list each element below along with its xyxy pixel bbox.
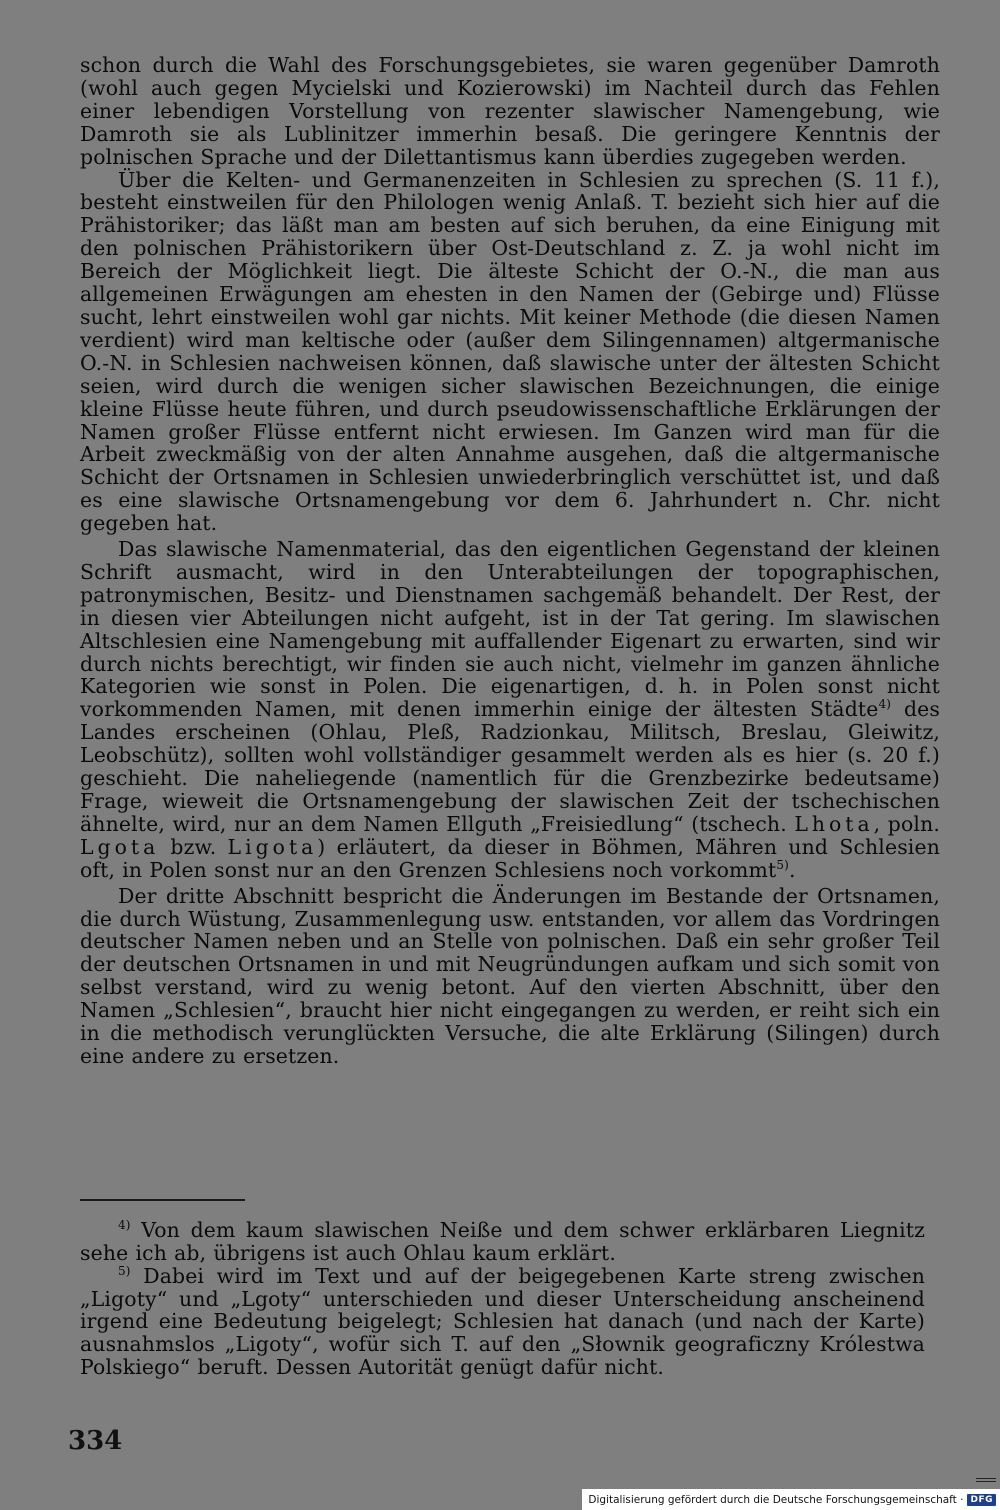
term-lgota: Lgota [80, 834, 160, 859]
dfg-logo-icon: DFG [967, 1494, 996, 1506]
paragraph-3-part-c: , poln. [873, 811, 940, 836]
digitization-footer [582, 1489, 1000, 1510]
paragraph-1: schon durch die Wahl des Forschungsgebietes, sie waren gegenüber Damroth (wohl auch gegen Mycielski und Kozierowski) im Nachteil durch das Fehlen einer lebendigen Vorstellung von rezenter slawischer Namengebung, wie Damroth sie als Lublinitzer immerhin besaß. Die geringere Kenntnis der polnischen Sprache und der Dilettantismus kann überdies zugegeben werden. [80, 53, 940, 169]
paragraph-3-part-e: ) erläutert, da dieser in Böhmen, Mähren und Schlesien oft, in Polen sonst nur an den Grenzen Schlesiens noch vorkommt [80, 834, 940, 882]
footnote-ref-5: 5) [776, 857, 789, 872]
footnote-ref-4: 4) [878, 697, 892, 712]
term-lhota: Lhota [794, 811, 874, 836]
paragraph-3-part-f: . [788, 857, 796, 882]
paragraph-4: Der dritte Abschnitt bespricht die Änderungen im Bestande der Ortsnamen, die durch Wüstung, Zusammenlegung usw. entstanden, vor allem das Vordringen deutscher Namen neben und an Stelle von polnischen. Daß ein sehr großer Teil der deutschen Ortsnamen in und mit Neugründungen aufkam und sich somit von selbst verstand, wird zu wenig betont. Auf den vierten Abschnitt, über den Namen „Schlesien“, braucht hier nicht eingegangen zu werden, er reiht sich ein in die methodisch verunglückten Versuche, die alte Erklärung (Silingen) durch eine andere zu ersetzen. [80, 883, 940, 1068]
footer-credit: Digitalisierung gefördert durch die Deutsche Forschungsgemeinschaft · [588, 1493, 964, 1506]
footnote-divider [80, 1199, 245, 1201]
footnote-4 [80, 1219, 925, 1264]
term-ligota: Ligota [227, 834, 318, 859]
paragraph-3-part-a: Das slawische Namenmaterial, das den eigentlichen Gegenstand der kleinen Schrift ausmacht, wird in den Unterabteilungen der topographischen, patronymischen, Besitz- und Dienstnamen sachgemäß behandelt. Der Rest, der in diesen vier Abteilungen nicht aufgeht, ist in der Tat gering. Im slawischen Altschlesien eine Namengebung mit auffallender Eigenart zu erwarten, sind wir durch nichts berechtigt, wir finden sie auch nicht, vielmehr im ganzen ähnliche Kategorien wie sonst in Polen. Die eigenartigen, d. h. in Polen sonst nicht vorkommenden Namen, mit denen immerhin einige der ältesten Städte [80, 537, 940, 722]
page-number: 334 [68, 1426, 123, 1456]
footnote-4-text: Von dem kaum slawischen Neiße und dem schwer erklärbaren Liegnitz sehe ich ab, übrigens ist auch Ohlau kaum erklärt. [80, 1218, 925, 1265]
footnote-5 [80, 1265, 925, 1378]
paragraph-2: Über die Kelten- und Germanenzeiten in Schlesien zu sprechen (S. 11 f.), besteht einstweilen für den Philologen wenig Anlaß. T. bezieht sich hier auf die Prähistoriker; das läßt man am besten auf sich beruhen, da eine Einigung mit den polnischen Prähistorikern über Ost-Deutschland z. Z. ja wohl nicht im Bereich der Möglichkeit liegt. Die älteste Schicht der O.-N., die man aus allgemeinen Erwägungen am ehesten in den Namen der (Gebirge und) Flüsse sucht, lehrt einstweilen wohl gar nichts. Mit keiner Methode (die diesen Namen verdient) wird man keltische oder (außer dem Silingennamen) altgermanische O.-N. in Schlesien nachweisen können, daß slawische unter der ältesten Schicht seien, wird durch die wenigen sicher slawischen Bezeichnungen, die einige kleine Flüsse heute führen, und durch pseudowissenschaftliche Erklärungen der Namen großer Flüsse entfernt nicht erwiesen. Im Ganzen wird man für die Arbeit zweckmäßig von der alten Annahme ausgehen, daß die altgermanische Schicht der Ortsnamen in Schlesien unwiederbringlich verschüttet ist, und daß es eine slawische Ortsnamengebung vor dem 6. Jahrhundert n. Chr. nicht gegeben hat. [80, 167, 940, 536]
scan-scale-marks [976, 1478, 996, 1486]
footnote-5-marker: 5) [118, 1264, 131, 1279]
footnote-4-marker: 4) [118, 1218, 131, 1233]
footnotes [80, 1219, 925, 1378]
paragraph-3 [80, 538, 940, 882]
paragraph-3-part-d: bzw. [159, 834, 228, 859]
paragraph-3-part-b: des Landes erscheinen (Ohlau, Pleß, Radzionkau, Militsch, Breslau, Gleiwitz, Leobschütz), sollten wohl vollständiger gesammelt werden als es hier (s. 20 f.) geschieht. Die naheliegende (namentlich für die Grenzbezirke bedeutsame) Frage, wieweit die Ortsnamengebung der slawischen Zeit der tschechischen ähnelte, wird, nur an dem Namen Ellguth „Freisiedlung“ (tschech. [80, 697, 940, 836]
main-text [80, 54, 940, 1068]
footnote-5-text: Dabei wird im Text und auf der beigegebenen Karte streng zwischen „Ligoty“ und „Lgoty“ unterschieden und dieser Unterscheidung anscheinend irgend eine Bedeutung beigelegt; Schlesien hat danach (und nach der Karte) ausnahmslos „Ligoty“, wofür sich T. auf den „Słownik geograficzny Królestwa Polskiego“ beruft. Dessen Autorität genügt dafür nicht. [80, 1264, 925, 1379]
